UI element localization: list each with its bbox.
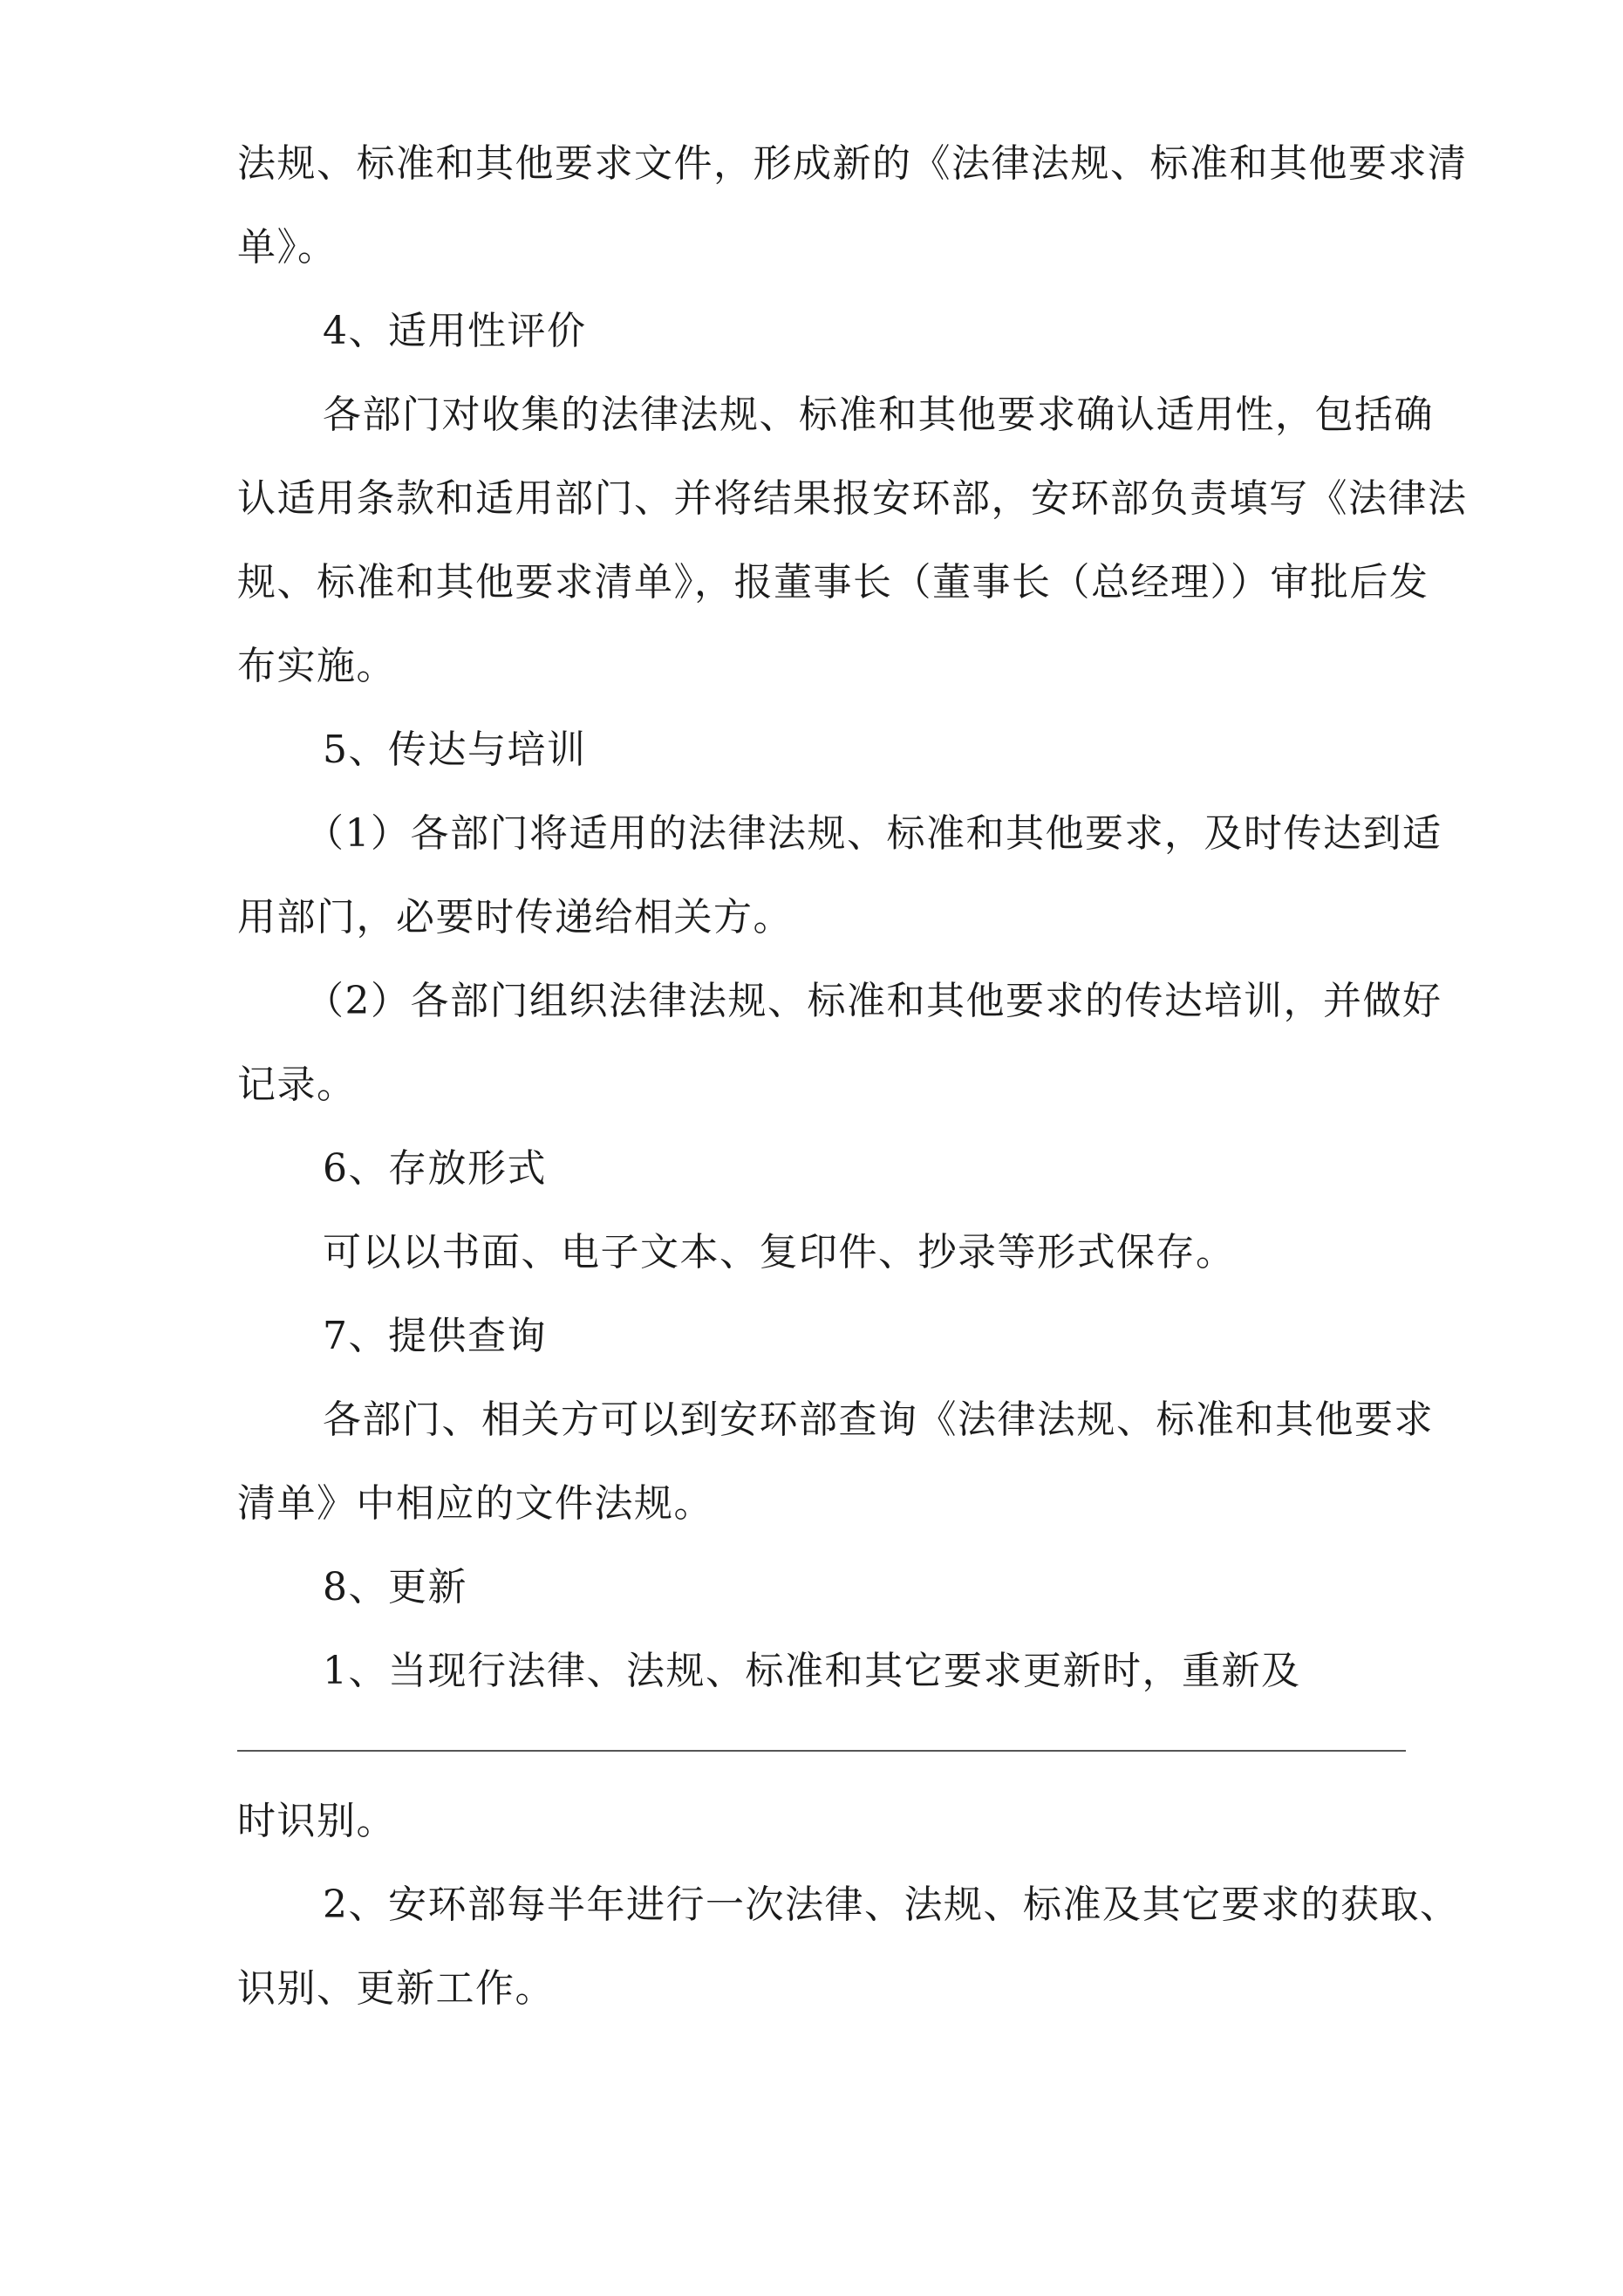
text-line: 单》。 xyxy=(237,225,338,270)
text-line: 可以以书面、电子文本、复印件、抄录等形式保存。 xyxy=(323,1230,1236,1274)
page-divider xyxy=(237,1750,1406,1752)
section-heading: 5、传达与培训 xyxy=(323,728,587,772)
text-line: 认适用条款和适用部门、并将结果报安环部，安环部负责填写《法律法 xyxy=(237,476,1468,521)
text-line: 法规、标准和其他要求文件，形成新的《法律法规、标准和其他要求清 xyxy=(237,141,1468,186)
text-line: 规、标准和其他要求清单》，报董事长（董事长（总经理））审批后发 xyxy=(237,560,1429,605)
section-heading: 4、适用性评价 xyxy=(323,309,587,353)
text-line: 时识别。 xyxy=(237,1799,396,1843)
section-heading: 8、更新 xyxy=(323,1565,467,1609)
text-line: 布实施。 xyxy=(237,644,396,688)
page-2-body xyxy=(237,1797,1460,2048)
text-line: 1、当现行法律、法规、标准和其它要求更新时，重新及 xyxy=(323,1649,1301,1693)
text-line: 各部门、相关方可以到安环部查询《法律法规、标准和其他要求 xyxy=(323,1397,1434,1442)
text-line: 用部门，必要时传递给相关方。 xyxy=(237,895,793,940)
section-heading: 7、提供查询 xyxy=(323,1314,547,1358)
section-heading: 6、存放形式 xyxy=(323,1146,547,1191)
text-line: （1）各部门将适用的法律法规、标准和其他要求，及时传达到适 xyxy=(305,811,1442,856)
text-line: （2）各部门组织法律法规、标准和其他要求的传达培训，并做好 xyxy=(305,979,1442,1023)
text-line: 记录。 xyxy=(237,1063,357,1107)
text-line: 2、安环部每半年进行一次法律、法规、标准及其它要求的获取、 xyxy=(323,1883,1460,1927)
text-line: 清单》中相应的文件法规。 xyxy=(237,1481,713,1526)
text-line: 各部门对收集的法律法规、标准和其他要求确认适用性，包括确 xyxy=(323,393,1434,437)
text-line: 识别、更新工作。 xyxy=(237,1966,555,2011)
page-1-body xyxy=(237,140,1468,1731)
